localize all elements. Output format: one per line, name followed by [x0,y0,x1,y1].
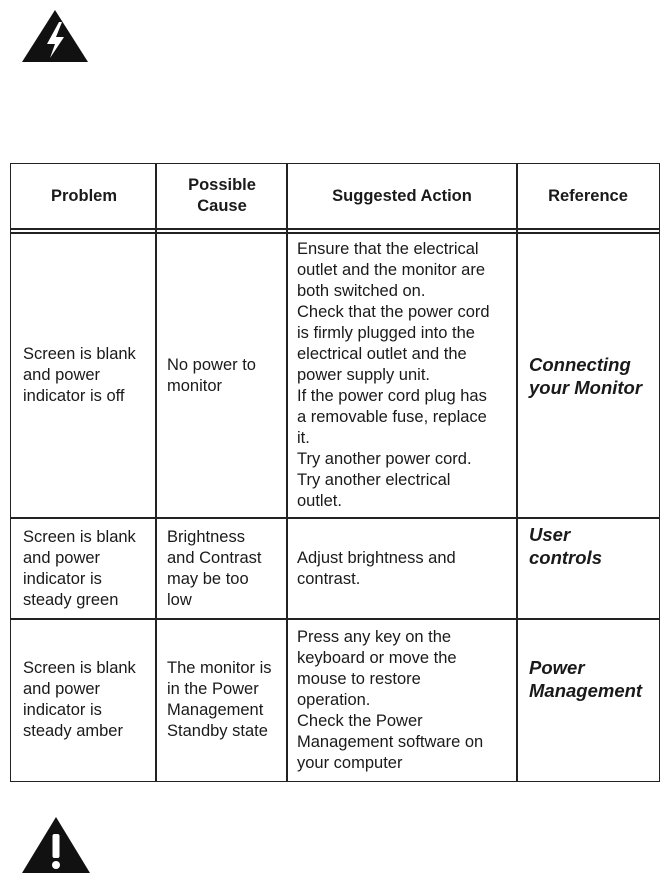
troubleshooting-table [10,163,660,782]
caution-exclamation-icon [20,815,92,875]
action-cell: Adjust brightness and contrast. [297,548,456,588]
problem-cell: Screen is blank and power indicator is steady green [23,527,136,609]
cause-cell: Brightness and Contrast may be too low [167,527,262,609]
problem-cell: Screen is blank and power indicator is off [23,345,136,405]
reference-cell: Power Management [529,657,643,701]
action-cell: Ensure that the electrical outlet and the monitor are both switched on. Check that the power cord is firmly plugged into the electrical outlet and the power supply unit. If the power cord plug has a removable fuse, replace it. Try another power cord. Try another electrical outlet. [297,240,490,510]
table-header-row [11,164,659,228]
table-row [11,234,659,517]
cause-cell: No power to monitor [167,355,256,395]
table-row [11,620,659,780]
header-reference: Reference [548,186,628,205]
header-suggested-action: Suggested Action [332,186,472,205]
header-rule [11,228,659,230]
electrical-hazard-icon [20,8,90,64]
table-row [11,519,659,618]
problem-cell: Screen is blank and power indicator is steady amber [23,659,136,740]
reference-cell: User controls [529,524,602,568]
reference-cell: Connecting your Monitor [529,353,643,398]
header-problem: Problem [50,186,118,205]
header-possible-cause: Possible Cause [188,176,256,215]
action-cell: Press any key on the keyboard or move the mouse to restore operation. Check the Power Management software on your computer [297,627,484,772]
cause-cell: The monitor is in the Power Management Standby state [167,659,272,740]
